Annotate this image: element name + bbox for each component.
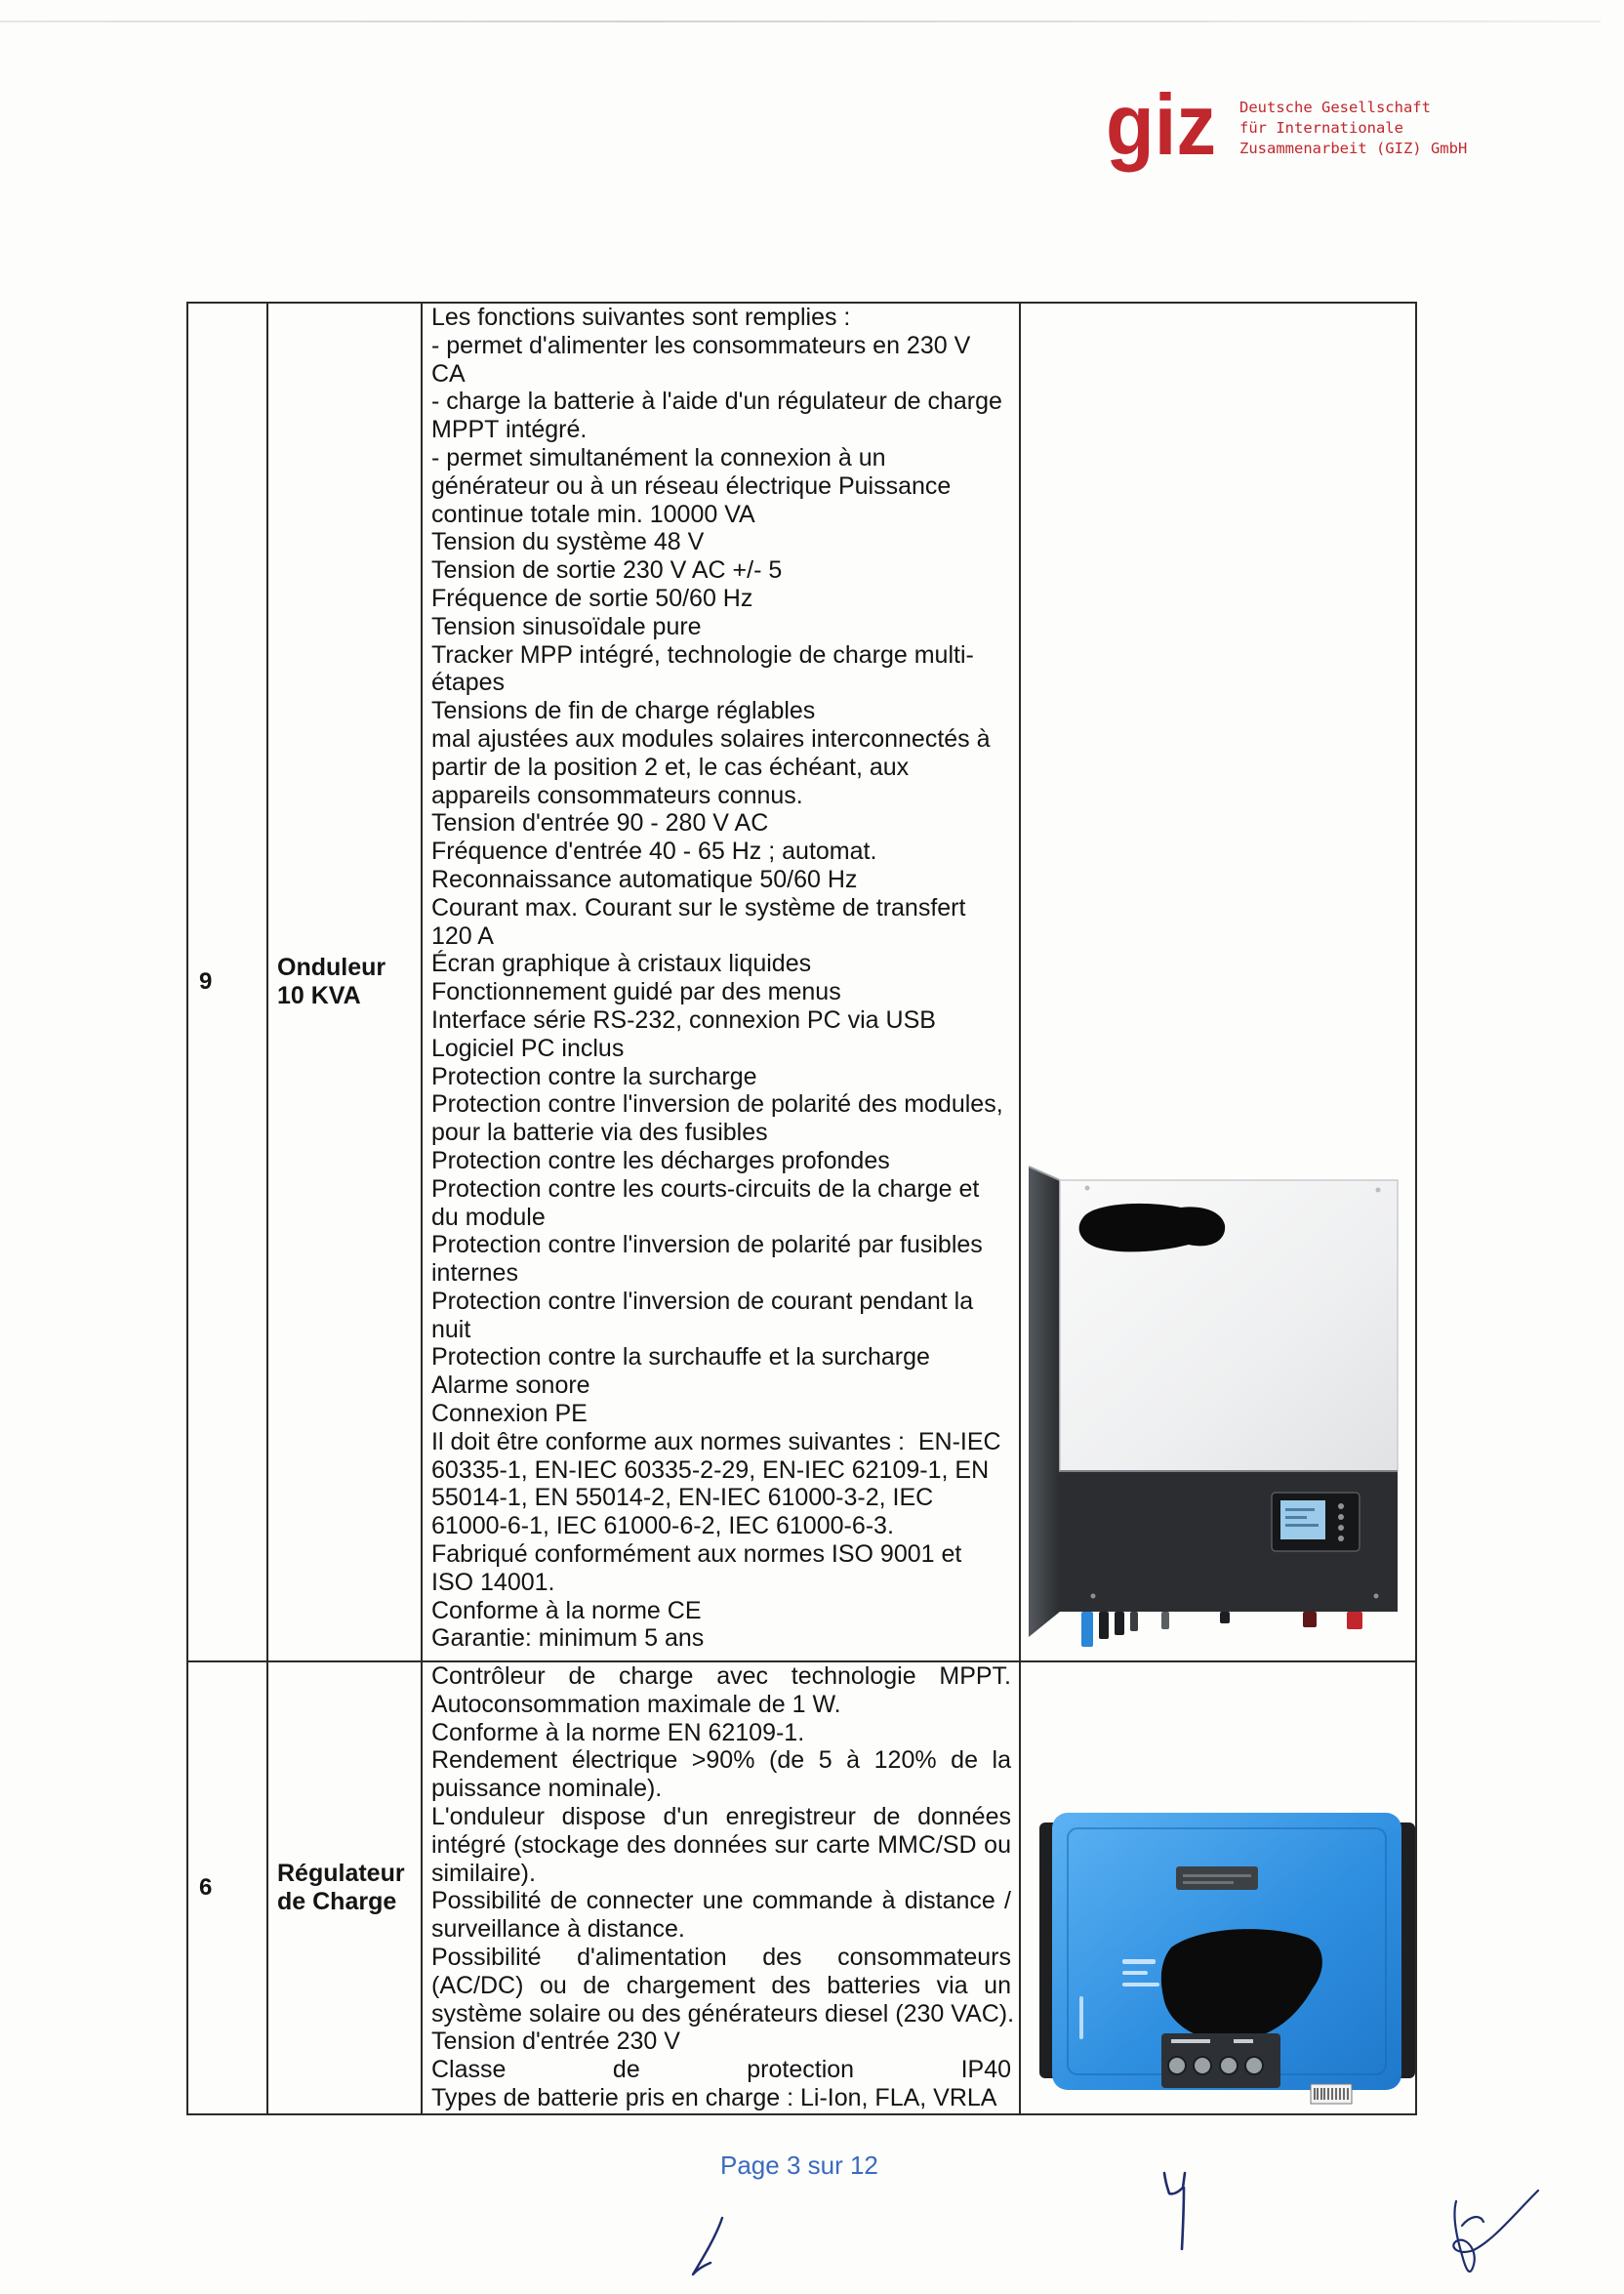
item-name (277, 954, 421, 1010)
spec-line: Protection contre l'inversion de courant pendant la (431, 1287, 974, 1315)
spec-line: continue totale min. 10000 VA (431, 500, 755, 528)
giz-logo-text (1239, 98, 1467, 159)
giz-logo-letters: giz (1106, 78, 1216, 173)
spec-line: du module (431, 1203, 546, 1231)
item-number-cell (187, 303, 267, 1661)
spec-line: 120 A (431, 922, 494, 950)
giz-logo-mark (1103, 78, 1230, 185)
spec-line: 61000-6-1, IEC 61000-6-2, IEC 61000-6-3. (431, 1512, 894, 1540)
spec-line: (AC/DC) ou de chargement des batteries via un (431, 1971, 1011, 1999)
spec-line: Tension d'entrée 230 V (431, 2028, 680, 2056)
spec-line: Courant max. Courant sur le système de transfert (431, 893, 966, 922)
spec-line: similaire). (431, 1859, 536, 1887)
spec-text (431, 304, 1019, 1653)
spec-line: Alarme sonore (431, 1372, 590, 1400)
spec-line: Tracker MPP intégré, technologie de charge multi- (431, 640, 974, 669)
spec-line: MPPT intégré. (431, 416, 588, 444)
spec-line: nuit (431, 1315, 471, 1343)
item-number: 9 (199, 968, 213, 995)
inverter-photo (1025, 1157, 1405, 1657)
controller-serial-tag (1311, 2084, 1352, 2104)
spec-line: Protection contre la surchauffe et la surcharge (431, 1343, 930, 1372)
spec-line: Conforme à la norme CE (431, 1596, 702, 1624)
spec-line: Tension de sortie 230 V AC +/- 5 (431, 556, 783, 585)
spec-line: Contrôleur de charge avec technologie MPPT. (431, 1662, 1011, 1690)
spec-line: système solaire ou des générateurs diesel (230 VAC). (431, 1999, 1015, 2028)
item-name-cell (267, 303, 422, 1661)
spec-cell (422, 1661, 1020, 2114)
spec-line: Fabriqué conformément aux normes ISO 9001 et (431, 1540, 962, 1569)
spec-line: Écran graphique à cristaux liquides (431, 950, 812, 978)
spec-line: Tension d'entrée 90 - 280 V AC (431, 809, 769, 838)
spec-line: Logiciel PC inclus (431, 1034, 625, 1062)
spec-line: Connexion PE (431, 1400, 588, 1428)
logo-line-2: für Internationale (1239, 119, 1403, 137)
item-name-line: Onduleur (277, 954, 386, 981)
spec-line: Fréquence de sortie 50/60 Hz (431, 584, 753, 612)
spec-line: CA (431, 359, 466, 388)
spec-line: Reconnaissance automatique 50/60 Hz (431, 865, 858, 893)
spec-line: Tensions de fin de charge réglables (431, 697, 816, 725)
spec-line: Interface série RS-232, connexion PC via USB (431, 1005, 936, 1034)
page-number: Page 3 sur 12 (720, 2151, 878, 2180)
spec-line: Les fonctions suivantes sont remplies : (431, 304, 851, 331)
spec-line: Protection contre la surcharge (431, 1062, 757, 1090)
spec-line: Classe de protection IP40 (431, 2056, 1011, 2084)
spec-line: Fréquence d'entrée 40 - 65 Hz ; automat. (431, 838, 877, 866)
spec-cell (422, 303, 1020, 1661)
spec-line: Fonctionnement guidé par des menus (431, 978, 841, 1006)
handwritten-initials (664, 2157, 1562, 2294)
signature-right (1453, 2191, 1538, 2272)
controller-top-label (1176, 1866, 1258, 1890)
spec-line: internes (431, 1259, 518, 1288)
spec-line: 60335-1, EN-IEC 60335-2-29, EN-IEC 62109-1, EN (431, 1455, 990, 1484)
logo-line-1: Deutsche Gesellschaft (1239, 99, 1431, 116)
item-number-cell (187, 1661, 267, 2114)
item-name-line: de Charge (277, 1888, 397, 1915)
spec-line: mal ajustées aux modules solaires interconnectés à (431, 724, 991, 753)
item-name (277, 1860, 421, 1916)
spec-line: Possibilité d'alimentation des consommateurs (431, 1943, 1011, 1971)
spec-line: étapes (431, 669, 506, 697)
redaction-mark (1079, 1204, 1226, 1251)
spec-line: ISO 14001. (431, 1568, 555, 1596)
spec-line: Protection contre les courts-circuits de la charge et (431, 1174, 980, 1203)
spec-line: Tension sinusoïdale pure (431, 612, 702, 640)
spec-line: surveillance à distance. (431, 1915, 685, 1944)
item-name-line: Régulateur (277, 1860, 405, 1887)
spec-line: Conforme à la norme EN 62109-1. (431, 1718, 805, 1746)
spec-line: Possibilité de connecter une commande à distance / (431, 1887, 1011, 1915)
spec-line: Tension du système 48 V (431, 528, 705, 556)
spec-line: L'onduleur dispose d'un enregistreur de données (431, 1802, 1011, 1830)
spec-line: Garantie: minimum 5 ans (431, 1624, 705, 1653)
inverter-connectors (1081, 1612, 1362, 1647)
item-name-line: 10 KVA (277, 982, 361, 1009)
spec-line: Protection contre les décharges profondes (431, 1146, 890, 1174)
spec-line: générateur ou à un réseau électrique Puissance (431, 471, 952, 500)
spec-line: partir de la position 2 et, le cas échéant, aux (431, 753, 910, 781)
inverter-lcd-screen (1280, 1500, 1325, 1539)
scan-edge-line (0, 20, 1601, 22)
spec-line: - permet simultanément la connexion à un (431, 443, 886, 471)
spec-line: Types de batterie pris en charge : Li-Ion, FLA, VRLA (431, 2083, 997, 2111)
initial-mark-left (693, 2218, 722, 2274)
item-name-cell (267, 1661, 422, 2114)
spec-line: intégré (stockage des données sur carte MMC/SD ou (431, 1830, 1011, 1859)
item-number: 6 (199, 1874, 213, 1901)
spec-line: Rendement électrique >90% (de 5 à 120% de la (431, 1746, 1011, 1775)
spec-line: Autoconsommation maximale de 1 W. (431, 1690, 841, 1718)
spec-line: Protection contre l'inversion de polarité par fusibles (431, 1231, 983, 1259)
spec-text (431, 1662, 1019, 2112)
spec-line: Protection contre l'inversion de polarité des modules, (431, 1090, 1003, 1119)
spec-line: puissance nominale). (431, 1775, 663, 1803)
spec-line: Il doit être conforme aux normes suivantes : EN-IEC (431, 1427, 1001, 1455)
charge-controller-photo (1035, 1801, 1417, 2108)
spec-line: - permet d'alimenter les consommateurs en 230 V (431, 331, 971, 359)
inverter-side-panel (1029, 1167, 1060, 1637)
spec-line: 55014-1, EN 55014-2, EN-IEC 61000-3-2, IEC (431, 1484, 934, 1512)
spec-line: - charge la batterie à l'aide d'un régulateur de charge (431, 388, 1002, 416)
spec-line: appareils consommateurs connus. (431, 781, 803, 809)
spec-line: pour la batterie via des fusibles (431, 1119, 768, 1147)
logo-line-3: Zusammenarbeit (GIZ) GmbH (1239, 140, 1468, 157)
initial-mark-center (1164, 2173, 1185, 2249)
